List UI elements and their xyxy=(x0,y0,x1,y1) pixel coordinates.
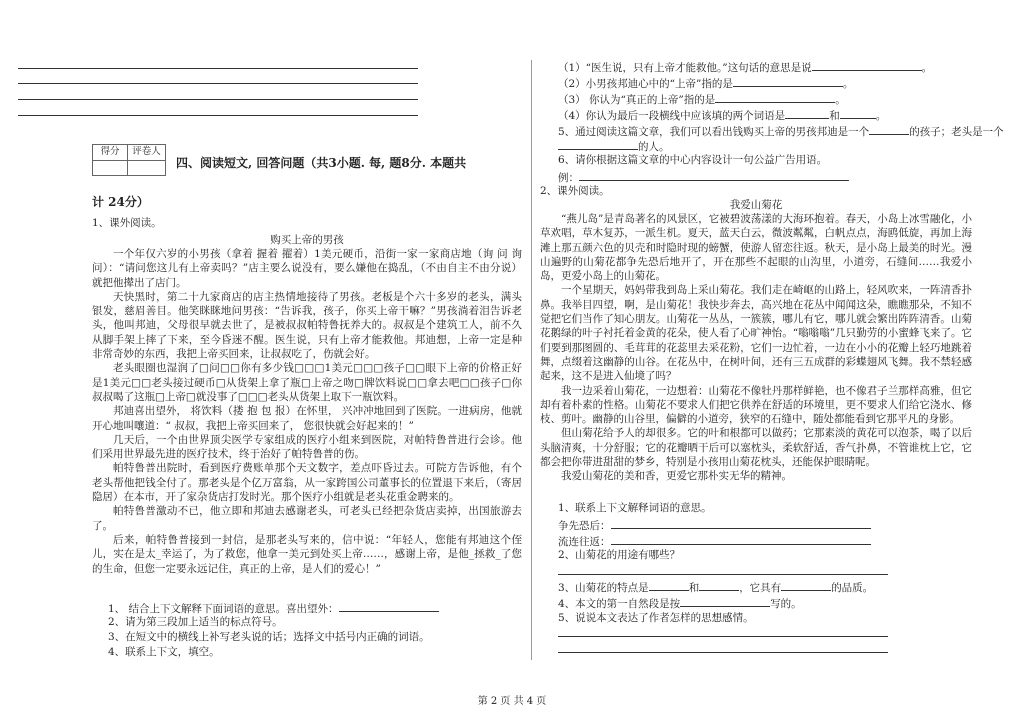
question-item: 4、联系上下文，填空。 xyxy=(108,646,220,658)
question-item: 6、请你根据这篇文章的中心内容设计一句公益广告用语。 xyxy=(558,154,828,166)
question-item: 2、山菊花的用途有哪些？ xyxy=(558,549,681,561)
answer-line xyxy=(18,99,418,100)
question-item: （2）小男孩邦迪心中的“上帝”指的是 。 xyxy=(558,78,854,90)
section-title-cont: 计 24分） xyxy=(92,195,149,209)
answer-line xyxy=(18,68,418,69)
paragraph: 我爱山菊花的美和香，更爱它那朴实无华的精神。 xyxy=(561,470,792,483)
paragraph: 老头眼圈也湿润了□问□□你有多少钱□□□1美元□□□孩子□□眼下上帝的价格正好是1美元□□老头接过硬币□从货架上拿了瓶□上帝之吻□牌饮料说□□拿去吧□□孩子□你叔叔喝了这瓶□上帝□就没事了□□□老头从货架上取下一瓶饮料。 xyxy=(92,362,522,403)
question-item: （4）你认为最后一段横线中应该填的两个词语是 和 。 xyxy=(558,110,887,122)
score-box xyxy=(92,144,166,176)
paragraph: 一个星期天，妈妈带我到岛上采山菊花。我们走在崎岖的山路上，轻风吹来，一阵清香扑鼻。我举目四望，啊，是山菊花！我快步奔去，高兴地在花丛中闻闻这朵，瞧瞧那朵，不知不觉把它们当作了知心朋友。山菊花一丛丛，一簇簇，哪儿有它，哪儿就会繁出阵阵清香。山菊花鹅绿的叶子衬托着金黄的花朵，使人看了心旷神怡。“嗡嗡嗡”几只勤劳的小蜜蜂飞来了。它们要到那图圆的、毛茸茸的花蕊里去采花粉，它们一边忙着，一边在小小的花瓣上轻巧地跳着舞，点缀着这幽静的山谷。在花丛中，在树叶间，还有三五成群的彩蝶翅风飞舞。我不禁轻感起来，这不是进入仙境了吗？ xyxy=(540,284,972,383)
story-title: 购买上帝的男孩 xyxy=(270,234,344,246)
question-item: 4、本文的第一自然段是按 写的。 xyxy=(558,598,802,610)
story-body xyxy=(540,212,972,484)
paragraph: 后来，帕特鲁普接到一封信，是那老头写来的，信中说：“年轻人，您能有邦迪这个侄儿，实在是太_幸运了，为了救您，他拿一美元到处买上帝……，感谢上帝，是他_拯救_了您的生命，但您一定要永远记住，真正的上帝，是人们的爱心！” xyxy=(92,533,522,575)
story-title: 我爱山菊花 xyxy=(729,199,783,211)
paragraph: 几天后，一个由世界顶尖医学专家组成的医疗小组来到医院，对帕特鲁普进行会诊。他们采用世界最先进的医疗技术，终于治好了帕特鲁普的伤。 xyxy=(92,433,522,461)
answer-line xyxy=(18,83,418,84)
answer-blank[interactable] xyxy=(840,108,876,119)
question-item: 流连往返： xyxy=(558,534,871,549)
paragraph: 一个年仅六岁的小男孩（拿着 握着 擢着）1美元硬币，沿街一家一家商店地（询 问 询问）：“请问您这儿有上帝卖吗？”店主要么说没有，要么嫌他在捣乱，（不由自主不由分说）就把他撵出了店门。 xyxy=(92,248,522,289)
answer-blank[interactable] xyxy=(611,534,871,545)
question-item: 3、山菊花的特点是 和 ，它具有 的品质。 xyxy=(558,582,874,594)
question-item: （1）“医生说，只有上帝才能救他。”这句话的意思是说 。 xyxy=(558,62,933,74)
paragraph: 邦迪喜出望外， 将饮料（搂 抱 包 报）在怀里， 兴冲冲地回到了医院。一进病房，他就开心地叫嚷道：“ 叔叔，我把上帝买回来了， 您很快就会好起来的！” xyxy=(92,405,522,432)
question-item: 2、请为第三段加上适当的标点符号。 xyxy=(108,616,283,628)
question-item: 例： xyxy=(558,170,849,185)
answer-blank[interactable] xyxy=(781,580,831,591)
paragraph: 我一边采着山菊花，一边想着：山菊花不像牡丹那样鲜艳，也不像君子兰那样高雅，但它却有着朴素的性格。山菊花不要求人们把它供养在舒适的环境里，更不要求人们给它浇水、修枝、剪叶。幽静的山谷里，偏僻的小道旁，狭窄的石缝中，随处都能看到它那平凡的身影。 xyxy=(540,384,972,426)
reviewer-label: 评卷人 xyxy=(132,146,161,157)
answer-blank[interactable] xyxy=(699,580,739,591)
answer-blank[interactable] xyxy=(733,76,843,87)
answer-line xyxy=(18,115,418,116)
score-label: 得分 xyxy=(100,146,120,157)
paragraph: 帕特鲁普激动不已，他立即和邦迪去感谢老头，可老头已经把杂货店卖掉，出国旅游去了。 xyxy=(92,505,522,532)
question-label: 1、课外阅读。 xyxy=(92,217,162,229)
answer-blank[interactable] xyxy=(785,108,829,119)
answer-blank[interactable] xyxy=(649,580,689,591)
answer-blank[interactable] xyxy=(680,596,770,607)
story-body xyxy=(92,247,522,576)
section-title: 四、阅读短文, 回答问题（共3小题. 每, 题8分. 本题共 xyxy=(176,156,467,170)
paragraph: “燕儿岛”是青岛著名的风景区，它被碧波荡漾的大海环抱着。春天，小岛上冰雪融化，小草欢唱，草木复苏，一派生机。夏天，蓝天白云，微波粼粼，白帆点点，海鸥低旋，再加上海滩上那五颜六色的贝壳和时隐时现的螃蟹，使游人留恋往返。秋天，是小岛上最美的时光。漫山遍野的山菊花都争先恐后地开了，开在那些不起眼的山沟里，小道旁，石缝间……我爱小岛，更爱小岛上的山菊花。 xyxy=(540,213,972,283)
paragraph: 但山菊花给予人的却很多。它的叶和根都可以做药；它那素淡的黄花可以泡茶，喝了以后头脑清爽，十分舒服；它的花瓣晒干后可以塞枕头，柔软舒适，香气扑鼻，不管谁枕上它，它都会把你带进甜甜的梦乡，特别是小孩用山菊花枕头，还能保护眼睛呢。 xyxy=(540,427,972,469)
answer-blank[interactable] xyxy=(558,139,638,150)
answer-blank[interactable] xyxy=(812,60,922,71)
question-item: 1、联系上下文解释词语的意思。 xyxy=(558,502,712,514)
answer-blank[interactable] xyxy=(715,92,835,103)
paragraph: 帕特鲁普出院时，看到医疗费账单那个天文数字，差点吓昏过去。可院方告诉他，有个老头帮他把钱全付了。那老头是个亿万富翁，从一家跨国公司董事长的位置退下来后，（寄居 隐居）在本市，开了家杂货店打发时光。那个医疗小组就是老头花重金聘来的。 xyxy=(92,462,522,504)
question-item: 5、通过阅读这篇文章，我们可以看出钱购买上帝的男孩邦迪是一个 的孩子；老头是一个 xyxy=(558,126,1004,138)
question-item: （3） 你认为“真正的上帝”指的是 。 xyxy=(558,94,846,106)
question-item: 争先恐后： xyxy=(558,518,871,533)
question-label: 2、课外阅读。 xyxy=(540,185,610,197)
answer-blank[interactable] xyxy=(611,518,871,529)
answer-line xyxy=(558,574,888,575)
answer-blank[interactable] xyxy=(869,124,909,135)
question-item: 的人。 xyxy=(558,139,670,154)
column-divider xyxy=(531,60,532,660)
question-item: 3、在短文中的横线上补写老头说的话；选择文中括号内正确的词语。 xyxy=(108,631,430,643)
question-item: 5、说说本文表达了作者怎样的思想感情。 xyxy=(558,612,754,624)
page-footer: 第 2 页 共 4 页 xyxy=(477,696,547,707)
paragraph: 天快黑时，第二十九家商店的店主热情地接待了男孩。老板是个六十多岁的老头，满头银发，慈眉善目。他笑眯眯地问男孩：“告诉我，孩子，你买上帝干嘛？”男孩淌着泪告诉老头，他叫邦迪，父母很早就去世了，是被叔叔帕特鲁抚养大的。叔叔是个建筑工人，前不久从脚手架上摔了下来，至今昏迷不醒。医生说，只有上帝才能救他。邦迪想，上帝一定是种非常奇妙的东西，我把上帝买回来，让叔叔吃了，伤就会好。 xyxy=(92,290,522,361)
answer-line xyxy=(558,636,888,637)
question-item: 1、 结合上下文解释下面词语的意思。喜出望外： xyxy=(108,601,439,616)
answer-line xyxy=(558,652,888,653)
answer-blank[interactable] xyxy=(339,601,439,612)
answer-blank[interactable] xyxy=(579,170,849,181)
